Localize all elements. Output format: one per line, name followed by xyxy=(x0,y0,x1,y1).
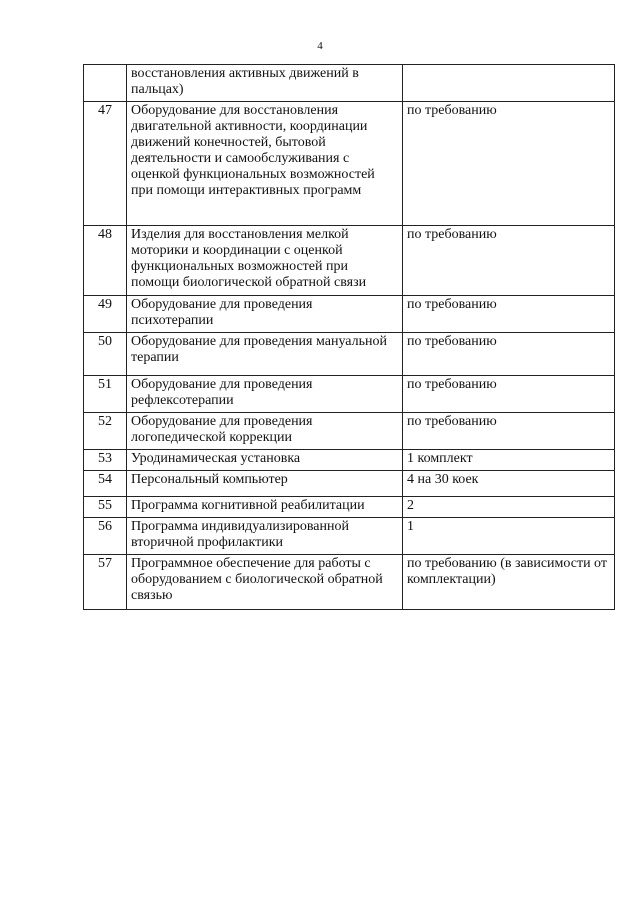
table-row xyxy=(84,296,615,333)
table-row xyxy=(84,555,615,610)
table-row xyxy=(84,376,615,413)
table-row xyxy=(84,333,615,376)
equipment-quantity: по требованию xyxy=(403,226,615,296)
row-number: 57 xyxy=(84,555,127,610)
equipment-name: Изделия для восстановления мелкой моторики и координации с оценкой функциональных возможностей при помощи биологической обратной связи xyxy=(127,226,403,296)
equipment-name: Персональный компьютер xyxy=(127,471,403,497)
equipment-quantity xyxy=(403,65,615,102)
equipment-table xyxy=(83,64,615,610)
equipment-name: Оборудование для проведения рефлексотерапии xyxy=(127,376,403,413)
row-number: 47 xyxy=(84,102,127,226)
table-row xyxy=(84,497,615,518)
row-number: 54 xyxy=(84,471,127,497)
table-row xyxy=(84,471,615,497)
table-row xyxy=(84,413,615,450)
row-number: 56 xyxy=(84,518,127,555)
row-number: 49 xyxy=(84,296,127,333)
row-number: 52 xyxy=(84,413,127,450)
equipment-quantity: по требованию (в зависимости от комплектации) xyxy=(403,555,615,610)
equipment-quantity: по требованию xyxy=(403,102,615,226)
equipment-name: Оборудование для проведения мануальной терапии xyxy=(127,333,403,376)
table-row xyxy=(84,450,615,471)
row-number: 50 xyxy=(84,333,127,376)
equipment-name: Программа индивидуализированной вторичной профилактики xyxy=(127,518,403,555)
equipment-quantity: по требованию xyxy=(403,376,615,413)
equipment-name: Оборудование для восстановления двигательной активности, координации движений конечностей, бытовой деятельности и самообслуживания с оценкой функциональных возможностей при помощи интерактивных программ xyxy=(127,102,403,226)
table-row xyxy=(84,518,615,555)
equipment-quantity: по требованию xyxy=(403,413,615,450)
table-row xyxy=(84,102,615,226)
equipment-name: Оборудование для проведения логопедической коррекции xyxy=(127,413,403,450)
equipment-quantity: 1 комплект xyxy=(403,450,615,471)
equipment-name: Программа когнитивной реабилитации xyxy=(127,497,403,518)
page-number: 4 xyxy=(317,40,323,52)
table-row xyxy=(84,65,615,102)
equipment-name: Уродинамическая установка xyxy=(127,450,403,471)
equipment-quantity: 4 на 30 коек xyxy=(403,471,615,497)
table-row xyxy=(84,226,615,296)
equipment-quantity: по требованию xyxy=(403,296,615,333)
row-number: 53 xyxy=(84,450,127,471)
equipment-name: восстановления активных движений в пальцах) xyxy=(127,65,403,102)
equipment-name: Программное обеспечение для работы с оборудованием с биологической обратной связью xyxy=(127,555,403,610)
row-number: 55 xyxy=(84,497,127,518)
equipment-quantity: 2 xyxy=(403,497,615,518)
equipment-name: Оборудование для проведения психотерапии xyxy=(127,296,403,333)
row-number: 48 xyxy=(84,226,127,296)
equipment-quantity: 1 xyxy=(403,518,615,555)
row-number: 51 xyxy=(84,376,127,413)
equipment-quantity: по требованию xyxy=(403,333,615,376)
row-number xyxy=(84,65,127,102)
